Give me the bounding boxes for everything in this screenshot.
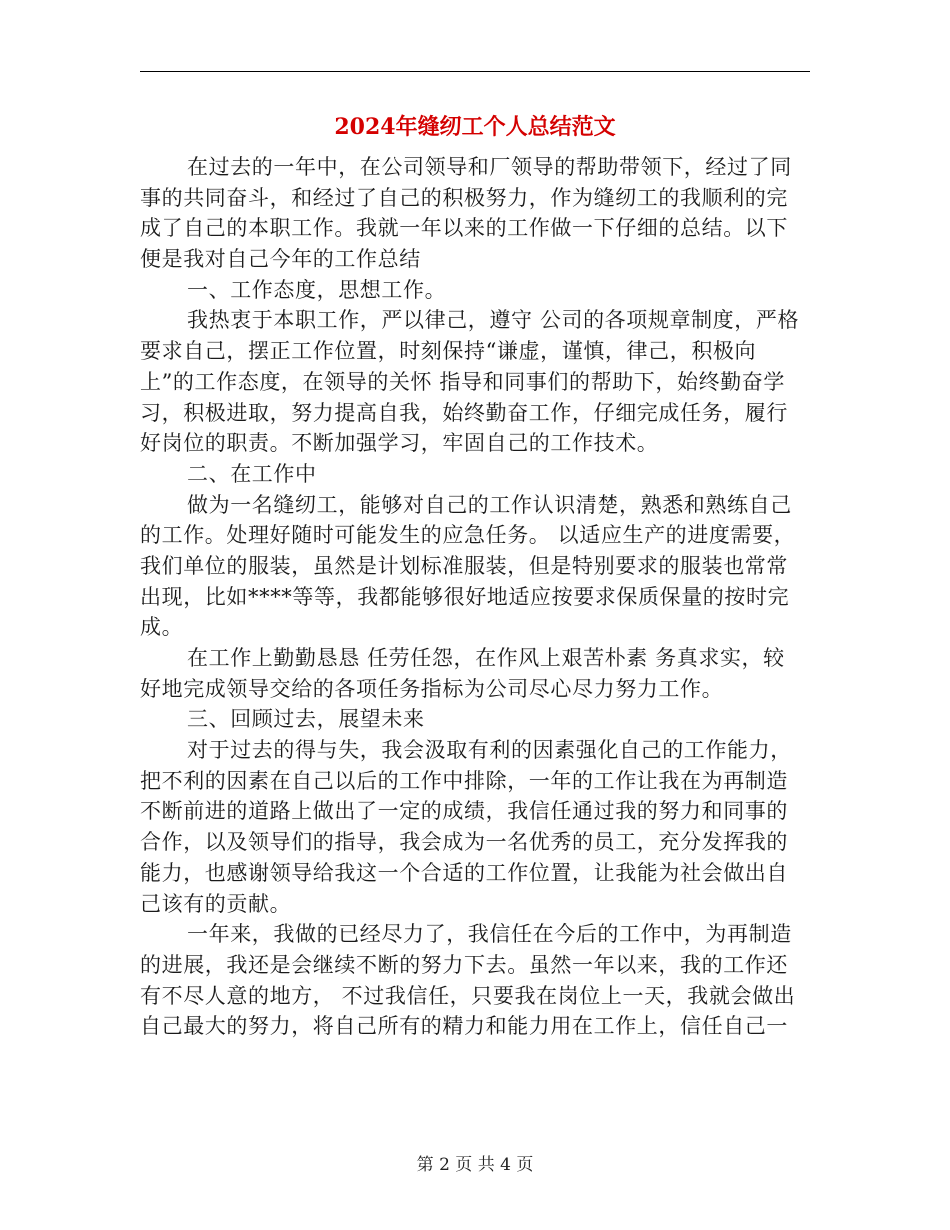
text-line: 三、回顾过去，展望未来 [187, 707, 425, 732]
text-line: 二、在工作中 [187, 461, 317, 486]
text-line: 合作，以及领导们的指导，我会成为一名优秀的员工，充分发挥我的 [140, 830, 788, 855]
text-line: 便是我对自己今年的工作总结 [140, 247, 421, 272]
text-line: 的工作。处理好随时可能发生的应急任务。 以适应生产的进度需要， [140, 523, 796, 548]
text-line: 有不尽人意的地方， 不过我信任，只要我在岗位上一天，我就会做出 [140, 983, 796, 1008]
text-line: 自己最大的努力，将自己所有的精力和能力用在工作上，信任自己一 [140, 1014, 788, 1039]
page-footer: 第 2 页 共 4 页 [416, 1155, 534, 1175]
text-line: 在工作上勤勤恳恳 任劳任怨，在作风上艰苦朴素 务真求实，较 [187, 646, 785, 670]
text-line: 要求自己，摆正工作位置，时刻保持“谦虚，谨慎，律己，积极向 [140, 339, 757, 364]
text-line: 己该有的贡献。 [140, 891, 292, 916]
text-line: 不断前进的道路上做出了一定的成绩，我信任通过我的努力和同事的 [140, 799, 788, 824]
text-line: 能力，也感谢领导给我这一个合适的工作位置，让我能为社会做出自 [140, 860, 788, 885]
text-line: 好地完成领导交给的各项任务指标为公司尽心尽力努力工作。 [140, 676, 724, 701]
text-line: 做为一名缝纫工，能够对自己的工作认识清楚，熟悉和熟练自己 [187, 492, 792, 517]
text-line: 出现，比如****等等，我都能够很好地适应按要求保质保量的按时完 [140, 584, 790, 609]
text-line: 我热衷于本职工作，严以律己，遵守 公司的各项规章制度，严格 [187, 308, 800, 333]
text-line: 好岗位的职责。不断加强学习，牢固自己的工作技术。 [140, 431, 659, 456]
text-line: 我们单位的服装，虽然是计划标准服装，但是特别要求的服装也常常 [140, 553, 788, 578]
text-line: 成了自己的本职工作。我就一年以来的工作做一下仔细的总结。以下 [140, 216, 788, 241]
text-line: 成。 [140, 615, 184, 640]
text-line: 一、工作态度，思想工作。 [187, 277, 447, 302]
text-line: 对于过去的得与失，我会汲取有利的因素强化自己的工作能力， [187, 738, 792, 763]
text-line: 在过去的一年中，在公司领导和厂领导的帮助带领下，经过了同 [187, 155, 792, 179]
text-line: 把不利的因素在自己以后的工作中排除，一年的工作让我在为再制造 [140, 768, 788, 793]
text-line: 事的共同奋斗，和经过了自己的积极努力，作为缝纫工的我顺利的完 [140, 185, 788, 210]
document-body [140, 152, 820, 1042]
text-line: 的进展，我还是会继续不断的努力下去。虽然一年以来，我的工作还 [140, 952, 788, 977]
text-line: 一年来，我做的已经尽力了，我信任在今后的工作中，为再制造 [187, 922, 792, 947]
text-line: 上”的工作态度，在领导的关怀 指导和同事们的帮助下，始终勤奋学 [140, 369, 786, 394]
text-line: 习，积极进取，努力提高自我，始终勤奋工作，仔细完成任务，履行 [140, 400, 788, 425]
document-title: 2024年缝纫工个人总结范文 [334, 114, 616, 140]
header-rule [140, 71, 810, 72]
